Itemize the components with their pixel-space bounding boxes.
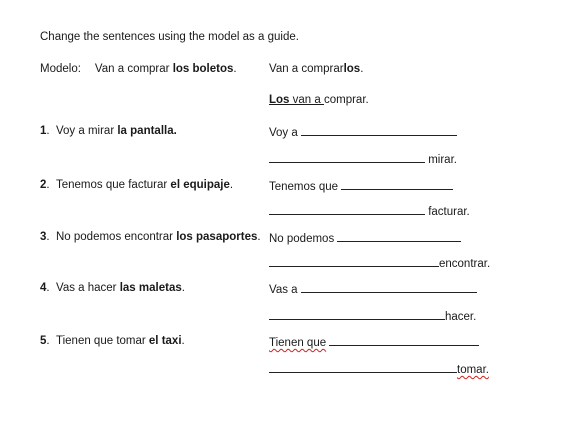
exercise-2-answer-line-2 bbox=[269, 203, 470, 219]
exercise-3-answer-line-1 bbox=[269, 230, 461, 246]
exercise-2-number: 2 bbox=[40, 179, 47, 191]
exercise-1-blank-2[interactable] bbox=[269, 151, 425, 163]
exercise-5-blank-1[interactable] bbox=[329, 334, 479, 346]
exercise-2-end: . bbox=[229, 179, 234, 191]
exercise-5-blank-2[interactable] bbox=[269, 361, 457, 373]
exercise-1-verb: mirar. bbox=[428, 154, 457, 166]
exercise-4-number: 4 bbox=[40, 282, 47, 294]
exercise-1-blank-1[interactable] bbox=[301, 124, 457, 136]
model-answer-1-pre: Van a comprar bbox=[269, 63, 344, 75]
exercise-5-number: 5 bbox=[40, 335, 47, 347]
exercise-4-answer-line-1 bbox=[269, 281, 477, 297]
instruction: Change the sentences using the model as a guide. bbox=[40, 31, 299, 43]
exercise-1-number: 1 bbox=[40, 125, 47, 137]
exercise-4-verb: hacer. bbox=[445, 311, 477, 323]
exercise-1-prompt: 1. Voy a mirar la pantalla. bbox=[40, 125, 177, 137]
exercise-2-prompt: 2. Tenemos que facturar el equipaje. bbox=[40, 179, 234, 191]
exercise-1-object: la pantalla. bbox=[117, 125, 177, 137]
exercise-3-blank-2[interactable] bbox=[269, 255, 439, 267]
exercise-2-start: Tenemos que bbox=[269, 181, 339, 193]
model-sentence bbox=[40, 62, 237, 76]
model-answer-2 bbox=[269, 93, 369, 107]
exercise-3-prompt: 3. No podemos encontrar los pasaportes. bbox=[40, 231, 261, 243]
exercise-4-blank-1[interactable] bbox=[301, 281, 477, 293]
exercise-3-pre: No podemos encontrar bbox=[56, 231, 177, 243]
exercise-2-pre: Tenemos que facturar bbox=[56, 179, 171, 191]
exercise-5-answer-line-2 bbox=[269, 361, 489, 377]
exercise-5-verb: tomar. bbox=[457, 364, 489, 376]
exercise-4-answer-line-2 bbox=[269, 308, 476, 324]
exercise-5-start: Tienen que bbox=[269, 337, 327, 349]
exercise-5-pre: Tienen que tomar bbox=[56, 335, 149, 347]
exercise-4-prompt: 4. Vas a hacer las maletas. bbox=[40, 282, 185, 294]
model-answer-2-pronoun: Los bbox=[269, 94, 290, 106]
exercise-4-end: . bbox=[181, 282, 185, 294]
exercise-5-prompt: 5. Tienen que tomar el taxi. bbox=[40, 335, 185, 347]
exercise-4-pre: Vas a hacer bbox=[56, 282, 120, 294]
exercise-3-end: . bbox=[257, 231, 261, 243]
exercise-2-object: el equipaje bbox=[170, 179, 230, 191]
exercise-4-start: Vas a bbox=[269, 284, 298, 296]
exercise-3-object: los pasaportes bbox=[176, 231, 258, 243]
model-answer-2-end: comprar. bbox=[323, 94, 369, 106]
exercise-5-end: . bbox=[181, 335, 185, 347]
model-answer-1-end: . bbox=[360, 63, 364, 75]
model-answer-1 bbox=[269, 62, 363, 76]
model-label: Modelo: bbox=[40, 63, 81, 75]
model-answer-1-pronoun: los bbox=[343, 63, 361, 75]
exercise-1-answer-line-1 bbox=[269, 124, 457, 140]
exercise-5-object: el taxi bbox=[148, 335, 182, 347]
exercise-2-blank-1[interactable] bbox=[341, 178, 453, 190]
exercise-4-blank-2[interactable] bbox=[269, 308, 445, 320]
exercise-3-verb: encontrar. bbox=[439, 258, 491, 270]
exercise-3-start: No podemos bbox=[269, 233, 335, 245]
exercise-1-start: Voy a bbox=[269, 127, 298, 139]
exercise-3-number: 3 bbox=[40, 231, 47, 243]
exercise-5-answer-line-1 bbox=[269, 334, 479, 350]
exercise-3-answer-line-2 bbox=[269, 255, 490, 271]
model-sentence-object: los boletos bbox=[172, 63, 234, 75]
exercise-2-verb: facturar. bbox=[428, 206, 470, 218]
exercise-4-object: las maletas bbox=[119, 282, 182, 294]
exercise-1-pre: Voy a mirar bbox=[56, 125, 118, 137]
exercise-3-blank-1[interactable] bbox=[337, 230, 461, 242]
model-sentence-pre: Van a comprar bbox=[94, 63, 173, 75]
exercise-2-blank-2[interactable] bbox=[269, 203, 425, 215]
exercise-2-answer-line-1 bbox=[269, 178, 453, 194]
exercise-1-answer-line-2 bbox=[269, 151, 457, 167]
model-sentence-end: . bbox=[233, 63, 237, 75]
model-answer-2-mid: van a bbox=[289, 94, 324, 106]
